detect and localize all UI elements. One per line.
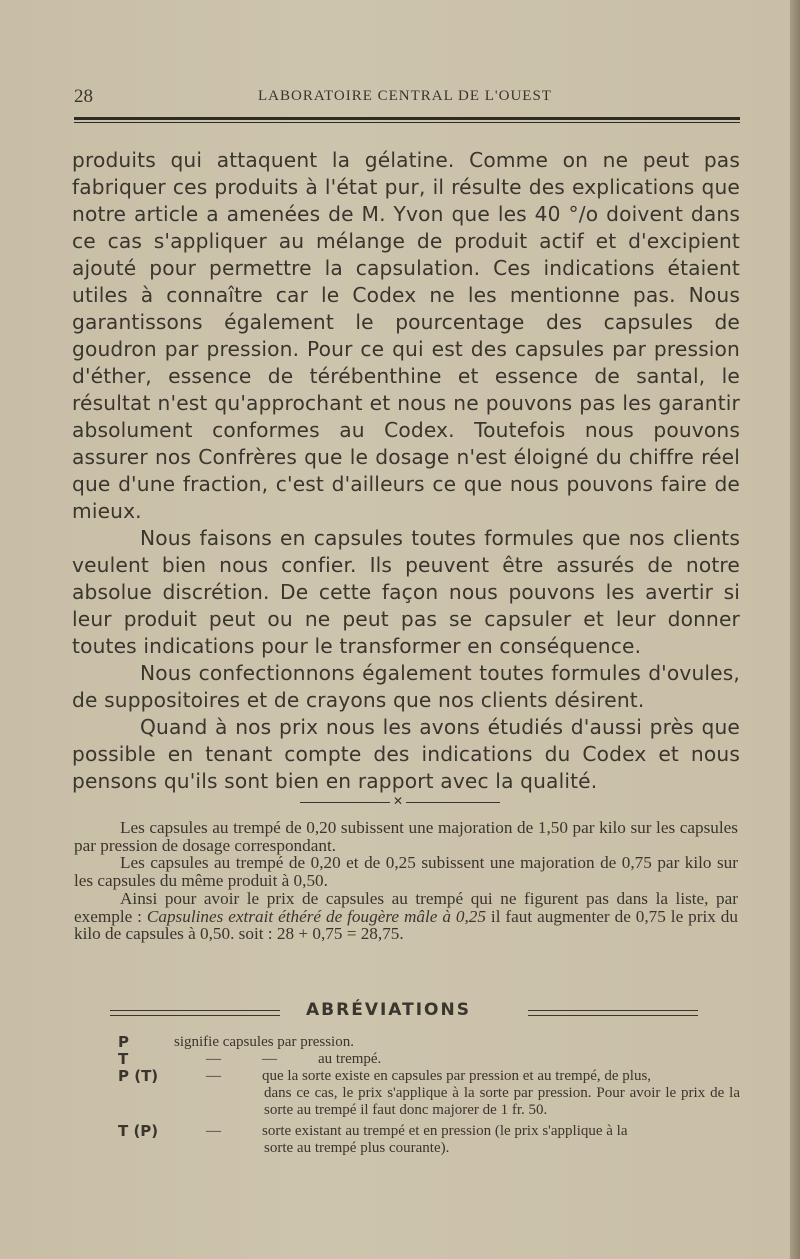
heading-rule-right <box>528 1010 698 1016</box>
abbreviations-list <box>118 1034 740 1157</box>
note-1: Les capsules au trempé de 0,20 subissent une majoration de 1,50 par kilo sur les capsules par pression de dosage correspondant. <box>74 818 738 855</box>
paragraph-1: produits qui attaquent la gélatine. Comme on ne peut pas fabriquer ces produits à l'état pur, il résulte des explications que notre article a amenées de M. Yvon que les 40 °/o doivent dans ce cas s'appliquer au mélange de produit actif et d'excipient ajouté pour permettre la capsulation. Ces indications étaient utiles à connaître car le Codex ne les mentionne pas. Nous garantissons également le pourcentage des capsules de goudron par pression. Pour ce qui est des capsules par pression d'éther, essence de térébenthine et essence de santal, le résultat n'est qu'approchant et nous ne pouvons pas les garantir absolument conformes au Codex. Toutefois nous pouvons assurer nos Confrères que le dosage n'est éloigné du chiffre réel que d'une fraction, c'est d'ailleurs ce que nous pouvons faire de mieux. <box>72 148 740 523</box>
paragraph-4: Quand à nos prix nous les avons étudiés d'aussi près que possible en tenant compte des indications du Codex et nous pensons qu'ils sont bien en rapport avec la qualité. <box>72 715 740 793</box>
note-3-start: Ainsi pour avoir le prix de capsules au trempé qui ne figurent pas dans la liste, par exemple : <box>74 888 738 926</box>
running-title: LABORATOIRE CENTRAL DE L'OUEST <box>258 88 552 104</box>
abbreviations-title: ABRÉVIATIONS <box>306 1000 471 1020</box>
ditto-dash: — <box>262 1051 277 1067</box>
header-rule-thick <box>74 117 740 120</box>
abbreviation-row <box>118 1068 740 1119</box>
note-2: Les capsules au trempé de 0,20 et de 0,25 subissent une majoration de 0,75 par kilo sur les capsules du même produit à 0,50. <box>74 853 738 891</box>
abbreviation-row <box>118 1051 740 1068</box>
abbreviation-row <box>118 1034 740 1051</box>
abbreviations-heading <box>110 1000 740 1026</box>
note-3 <box>74 890 738 943</box>
paragraph-3: Nous confectionnons également toutes formules d'ovules, de suppositoires et de crayons que nos clients désirent. <box>72 661 740 712</box>
page-header <box>74 86 742 110</box>
abbreviation-text: au trempé. <box>318 1051 382 1067</box>
page-edge <box>790 0 800 1259</box>
abbreviation-text: signifie capsules par pression. <box>174 1034 354 1050</box>
ditto-dash: — <box>206 1051 221 1067</box>
separator-ornament: ✕ <box>390 794 406 808</box>
abbreviation-key: P <box>118 1033 129 1051</box>
abbreviation-key: T <box>118 1050 129 1068</box>
abbreviation-text-continued: dans ce cas, le prix s'applique à la sorte par pression. Pour avoir le prix de la sorte au trempé il faut donc majorer de 1 fr. 50. <box>264 1085 740 1118</box>
ditto-dash: — <box>206 1068 221 1084</box>
abbreviation-key: T (P) <box>118 1122 159 1140</box>
abbreviation-text-continued: sorte au trempé plus courante). <box>264 1140 450 1156</box>
main-text <box>72 147 740 795</box>
paragraph-2: Nous faisons en capsules toutes formules que nos clients veulent bien nous confier. Ils peuvent être assurés de notre absolue discrétion. De cette façon nous pouvons les avertir si leur produit peut ou ne peut pas se capsuler et leur donner toutes indications pour le transformer en conséquence. <box>72 526 740 658</box>
price-notes <box>74 819 738 943</box>
ditto-dash: — <box>206 1123 221 1139</box>
note-3-end: il faut augmenter de 0,75 le prix du kilo de capsules à 0,50. soit : 28 + 0,75 = 28,75. <box>74 906 738 944</box>
abbreviation-text: sorte existant au trempé et en pression (le prix s'applique à la <box>262 1123 628 1139</box>
abbreviation-key: P (T) <box>118 1067 159 1085</box>
section-separator <box>300 794 500 809</box>
abbreviation-row <box>118 1123 740 1157</box>
page-number: 28 <box>74 86 93 107</box>
heading-rule-left <box>110 1010 280 1016</box>
abbreviation-text: que la sorte existe en capsules par pression et au trempé, de plus, <box>262 1068 652 1084</box>
note-3-example: Capsulines extrait éthéré de fougère mâle à 0,25 <box>146 906 486 926</box>
header-rule-thin <box>74 122 740 123</box>
